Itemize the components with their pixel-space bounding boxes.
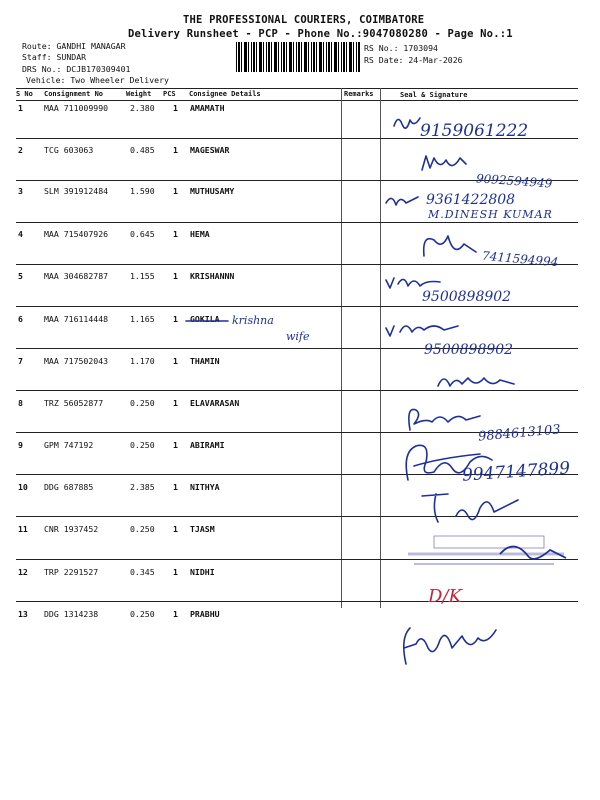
runsheet-subtitle: Delivery Runsheet - PCP - Phone No.:9047080280 - Page No.:1 [128,28,513,40]
signature-row10 [418,486,528,528]
cell-consignment: DDG 687885 [44,482,94,492]
staff-label: Staff: SUNDAR [22,52,87,62]
cell-consignee: MAGESWAR [190,145,230,155]
cell-sno: 5 [18,271,23,281]
cell-consignment: TRZ 56052877 [44,398,104,408]
cell-sno: 11 [18,524,28,534]
cell-consignment: SLM 391912484 [44,186,109,196]
cell-sno: 1 [18,103,23,113]
row-divider [16,264,578,265]
cell-sno: 13 [18,609,28,619]
cell-consignee: KRISHANNN [190,271,235,281]
row-divider [16,601,578,602]
cell-sno: 4 [18,229,23,239]
cell-weight: 0.345 [130,567,155,577]
strikethrough-row6 [186,318,230,324]
cell-sno: 7 [18,356,23,366]
seal-stamp [404,534,574,578]
cell-weight: 1.165 [130,314,155,324]
signature-row7 [436,370,518,392]
cell-sno: 12 [18,567,28,577]
company-title: THE PROFESSIONAL COURIERS, COIMBATORE [183,14,425,26]
handwritten-phone-row6: 9500898902 [424,342,514,358]
cell-pcs: 1 [173,145,178,155]
handwritten-phone-row10: 9947147899 [461,458,571,486]
vehicle-label: Vehicle: Two Wheeler Delivery [26,75,169,85]
cell-pcs: 1 [173,271,178,281]
cell-pcs: 1 [173,186,178,196]
cell-consignment: MAA 304682787 [44,271,109,281]
col-weight: Weight [126,90,152,98]
col-remarks: Remarks [344,90,374,98]
handwritten-name-row3: M.DINESH KUMAR [428,208,553,221]
signature-row13 [396,618,506,670]
handwritten-phone-row3: 9361422808 [426,192,516,208]
cell-consignment: TCG 603063 [44,145,94,155]
cell-pcs: 1 [173,440,178,450]
cell-pcs: 1 [173,314,178,324]
row-divider [16,306,578,307]
cell-consignee: ABIRAMI [190,440,225,450]
cell-pcs: 1 [173,398,178,408]
cell-pcs: 1 [173,482,178,492]
signature-row3 [384,191,424,211]
signature-row6 [384,318,464,342]
cell-consignment: MAA 717502043 [44,356,109,366]
handwritten-note-row6: krishna [232,314,274,327]
signature-row1 [392,112,422,134]
cell-consignee: NIDHI [190,567,215,577]
cell-consignment: MAA 715407926 [44,229,109,239]
handwritten-phone-row1: 9159061222 [420,121,529,141]
cell-consignee: THAMIN [190,356,220,366]
cell-consignee: HEMA [190,229,210,239]
signature-row2 [420,152,470,176]
rs-number: RS No.: 1703094 [364,43,438,53]
cell-pcs: 1 [173,567,178,577]
col-consignment: Consignment No [44,90,104,98]
cell-sno: 6 [18,314,23,324]
rs-date: RS Date: 24-Mar-2026 [364,55,463,65]
handwritten-note2-row6: wife [286,330,310,343]
cell-sno: 10 [18,482,28,492]
cell-consignment: DDG 1314238 [44,609,99,619]
cell-consignee: AMAMATH [190,103,225,113]
cell-consignment: MAA 716114448 [44,314,109,324]
cell-consignment: CNR 1937452 [44,524,99,534]
cell-consignee: GOKILA [190,314,220,324]
cell-consignment: TRP 2291527 [44,567,99,577]
cell-weight: 0.485 [130,145,155,155]
cell-pcs: 1 [173,356,178,366]
cell-consignment: MAA 711009990 [44,103,109,113]
cell-sno: 9 [18,440,23,450]
cell-pcs: 1 [173,524,178,534]
signature-row4 [420,230,480,262]
col-pcs: PCS [163,90,176,98]
cell-weight: 0.250 [130,440,155,450]
cell-weight: 0.645 [130,229,155,239]
cell-weight: 2.385 [130,482,155,492]
signature-row8 [404,400,484,436]
barcode [236,42,360,72]
handwritten-phone-row2: 9092594949 [475,171,553,191]
drs-number: DRS No.: DCJB170309401 [22,64,131,74]
cell-sno: 8 [18,398,23,408]
cell-weight: 1.590 [130,186,155,196]
col-consignee: Consignee Details [189,90,261,98]
handwritten-phone-row4: 7411594994 [481,248,559,270]
cell-sno: 2 [18,145,23,155]
cell-weight: 0.250 [130,398,155,408]
cell-pcs: 1 [173,609,178,619]
cell-pcs: 1 [173,229,178,239]
col-signature: Seal & Signature [400,91,468,99]
cell-consignee: MUTHUSAMY [190,186,235,196]
cell-pcs: 1 [173,103,178,113]
cell-consignee: NITHYA [190,482,220,492]
handwritten-mark-row12: D/K [428,586,462,607]
col-sno: S No [16,90,33,98]
row-divider [16,222,578,223]
cell-consignee: ELAVARASAN [190,398,240,408]
handwritten-phone-row9: 9884613103 [477,422,562,445]
handwritten-phone-row5: 9500898902 [422,289,512,305]
cell-weight: 0.250 [130,524,155,534]
cell-weight: 2.380 [130,103,155,113]
cell-sno: 3 [18,186,23,196]
cell-weight: 1.170 [130,356,155,366]
cell-consignee: PRABHU [190,609,220,619]
route-label: Route: GANDHI MANAGAR [22,41,126,51]
cell-consignee: TJASM [190,524,215,534]
cell-weight: 0.250 [130,609,155,619]
cell-weight: 1.155 [130,271,155,281]
cell-consignment: GPM 747192 [44,440,94,450]
